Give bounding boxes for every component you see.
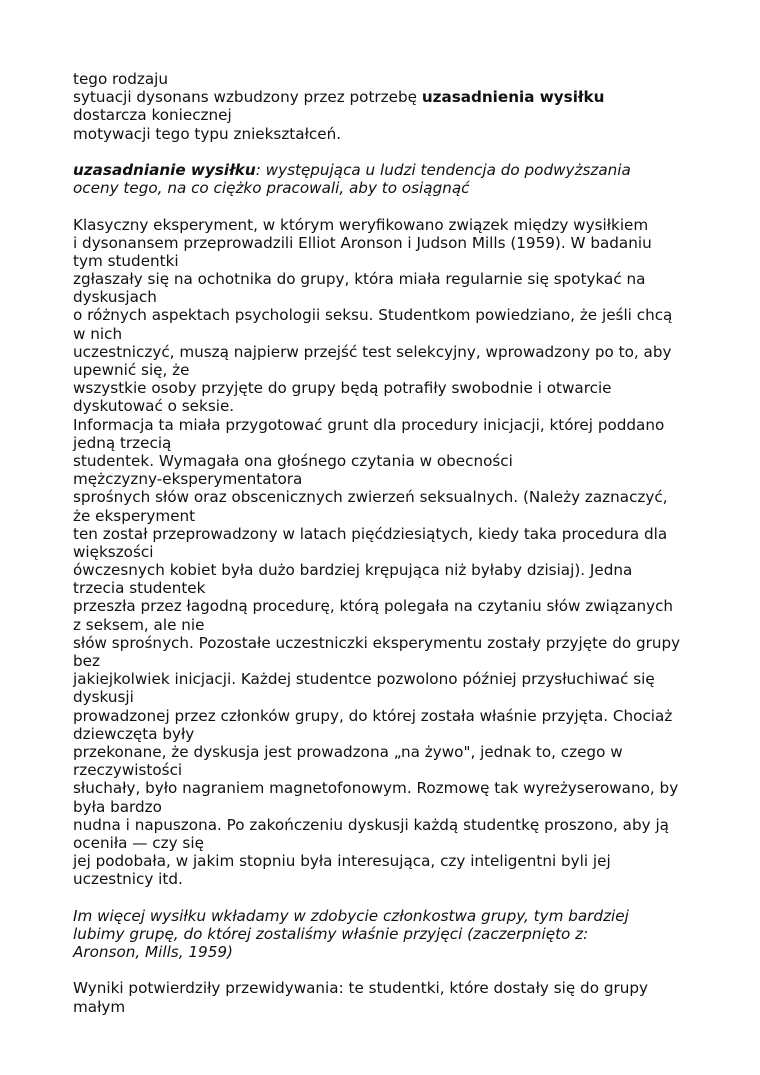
text-line: prowadzonej przez członków grupy, do której została właśnie przyjęta. Chociaż xyxy=(73,706,673,725)
intro-paragraph xyxy=(73,70,713,143)
text-line: większości xyxy=(73,542,154,561)
text-line: przeszła przez łagodną procedurę, którą polegała na czytaniu słów związanych xyxy=(73,597,674,616)
text-line: zgłaszały się na ochotnika do grupy, która miała regularnie się spotykać na xyxy=(73,270,646,289)
paragraph-gap xyxy=(73,197,713,215)
text-line: bez xyxy=(73,652,100,670)
text-line: oceniła — czy się xyxy=(73,833,204,852)
text-line: Klasyczny eksperyment, w którym weryfikowano związek między wysiłkiem xyxy=(73,215,649,234)
text-line: Informacja ta miała przygotować grunt dla procedury inicjacji, której poddano xyxy=(73,415,665,434)
text-line: tego rodzaju xyxy=(73,70,169,88)
text-line: z seksem, ale nie xyxy=(73,615,205,634)
text-line: Wyniki potwierdziły przewidywania: te studentki, które dostały się do grupy xyxy=(73,979,648,998)
text-line: oceny tego, na co ciężko pracowali, aby to osiągnąć xyxy=(73,179,470,198)
text-line: Im więcej wysiłku wkładamy w zdobycie członkostwa grupy, tym bardziej xyxy=(73,906,629,925)
text-line: dziewczęta były xyxy=(73,724,195,743)
text-line: w nich xyxy=(73,324,123,343)
text-line: dyskusjach xyxy=(73,288,157,307)
text-line: że eksperyment xyxy=(73,506,196,525)
results-paragraph xyxy=(73,979,713,1015)
key-term: uzasadnienia wysiłku xyxy=(421,88,605,107)
paragraph-gap xyxy=(73,961,713,979)
text-line xyxy=(73,88,713,106)
text-line: małym xyxy=(73,997,126,1016)
paragraph-gap xyxy=(73,143,713,161)
text-line: lubimy grupę, do której zostaliśmy właśnie przyjęci (zaczerpnięto z: xyxy=(73,924,589,943)
text-line: wszystkie osoby przyjęte do grupy będą potrafiły swobodnie i otwarcie xyxy=(73,379,612,398)
text-line: sprośnych słów oraz obscenicznych zwierzeń seksualnych. (Należy zaznaczyć, xyxy=(73,488,668,507)
text-line: jakiejkolwiek inicjacji. Każdej studentce pozwolono później przysłuchiwać się xyxy=(73,670,655,689)
text-line: dyskutować o seksie. xyxy=(73,397,235,416)
text-run: sytuacji dysonans wzbudzony przez potrzebę xyxy=(73,88,422,107)
text-line: jej podobała, w jakim stopniu była interesująca, czy inteligentni byli jej xyxy=(73,852,611,871)
definition-box xyxy=(73,161,713,197)
text-line: ówczesnych kobiet była dużo bardziej krępująca niż byłaby dzisiaj). Jedna xyxy=(73,561,633,580)
text-line: i dysonansem przeprowadzili Elliot Aronson i Judson Mills (1959). W badaniu xyxy=(73,233,652,252)
text-line: o różnych aspektach psychologii seksu. Studentkom powiedziano, że jeśli chcą xyxy=(73,306,673,325)
text-line: trzecia studentek xyxy=(73,579,206,598)
experiment-paragraph xyxy=(73,216,713,889)
text-line: rzeczywistości xyxy=(73,761,183,780)
text-line: uczestnicy itd. xyxy=(73,870,183,889)
text-line: motywacji tego typu zniekształceń. xyxy=(73,124,342,143)
text-line: dyskusji xyxy=(73,688,134,707)
definition-text: : występująca u ludzi tendencja do podwyższania xyxy=(255,160,631,179)
text-line: mężczyzny-eksperymentatora xyxy=(73,470,303,489)
text-line: studentek. Wymagała ona głośnego czytania w obecności xyxy=(73,451,513,470)
text-line: słów sprośnych. Pozostałe uczestniczki eksperymentu zostały przyjęte do grupy xyxy=(73,633,681,652)
text-line: słuchały, było nagraniem magnetofonowym. Rozmowę tak wyreżyserowano, by xyxy=(73,779,679,798)
paragraph-gap xyxy=(73,888,713,906)
document-page xyxy=(73,70,713,1016)
definition-term: uzasadnianie wysiłku xyxy=(73,160,256,179)
text-line: jedną trzecią xyxy=(73,433,172,452)
text-line xyxy=(73,161,713,179)
text-line: tym studentki xyxy=(73,251,179,270)
text-line: przekonane, że dyskusja jest prowadzona „na żywo", jednak to, czego w xyxy=(73,742,623,761)
figure-caption xyxy=(73,907,713,962)
text-line: Aronson, Mills, 1959) xyxy=(73,943,233,961)
text-line: była bardzo xyxy=(73,797,162,816)
text-line: uczestniczyć, muszą najpierw przejść test selekcyjny, wprowadzony po to, aby xyxy=(73,342,672,361)
text-line: ten został przeprowadzony w latach pięćdziesiątych, kiedy taka procedura dla xyxy=(73,524,668,543)
text-line: dostarcza koniecznej xyxy=(73,106,232,125)
text-line: nudna i napuszona. Po zakończeniu dyskusji każdą studentkę proszono, aby ją xyxy=(73,815,669,834)
text-line: upewnić się, że xyxy=(73,361,190,379)
